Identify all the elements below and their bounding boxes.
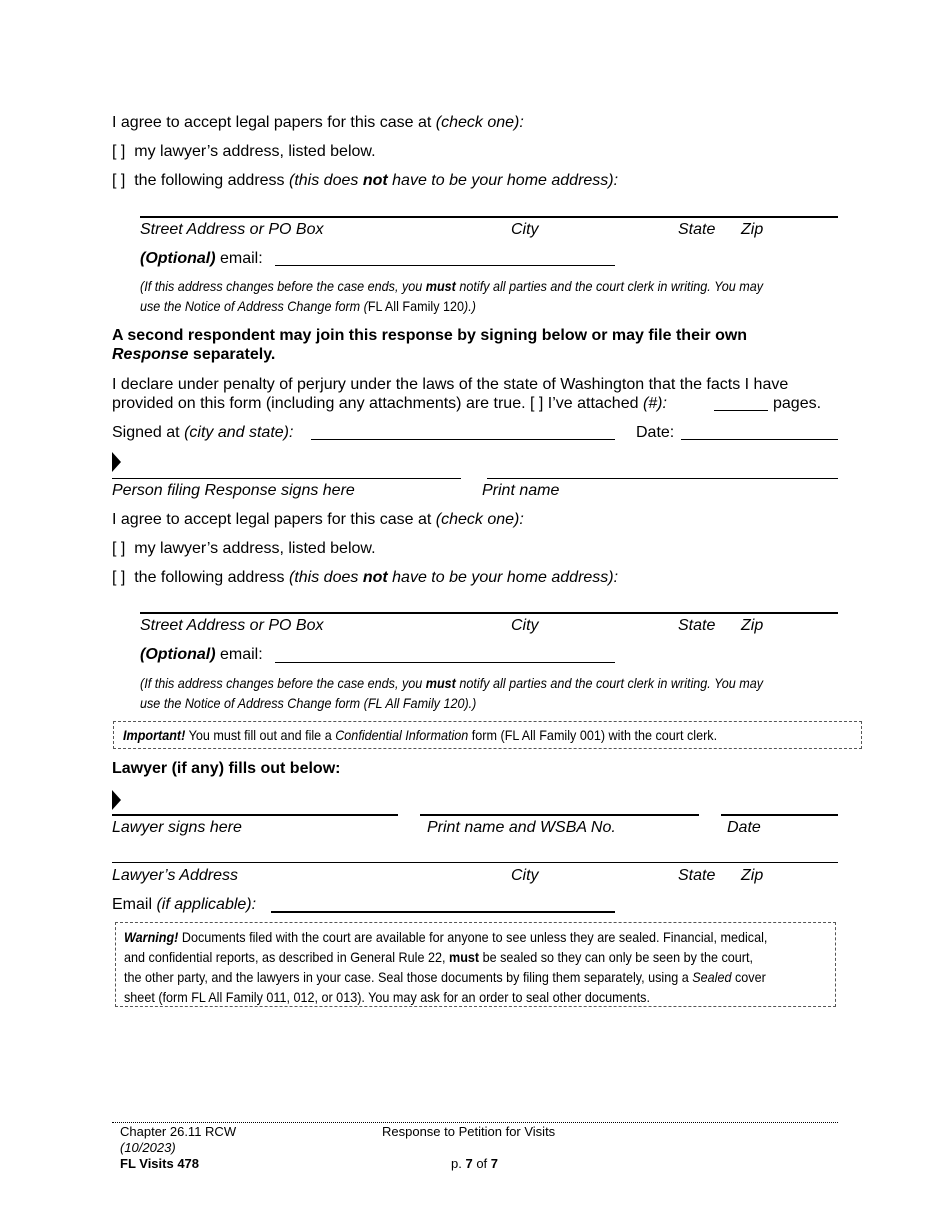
warning-text: Warning! Documents filed with the court are available for anyone to see unless they are sealed. Financial, medical, and confidential reports, as described in General Rule 22, must be sealed so they can only be seen by the court, the other party, and the lawyers in your case. Seal those documents by filing them separately, using a Sealed cover sheet (form FL All Family 011, 012, or 013). You may ask for an order to seal other documents. xyxy=(124,929,768,1005)
pages-label: pages. xyxy=(773,395,822,412)
warning-box xyxy=(115,922,836,1007)
lawyer-city-label: City xyxy=(511,867,539,884)
state-label: State xyxy=(678,221,716,238)
lawyer-signs-label: Lawyer signs here xyxy=(112,819,242,836)
important-box xyxy=(113,721,862,749)
print-name-line[interactable] xyxy=(487,478,838,479)
lawyer-signature-line[interactable] xyxy=(112,814,398,816)
attached-pages-field[interactable] xyxy=(714,410,768,411)
footer-page-number: p. 7 of 7 xyxy=(451,1156,499,1171)
lawyer-print-name-label: Print name and WSBA No. xyxy=(427,819,616,836)
lawyer-sign-arrow-icon xyxy=(112,790,121,810)
lawyer-address-label: Lawyer’s Address xyxy=(112,867,238,884)
lawyer-address-line[interactable] xyxy=(112,862,838,863)
option-lawyer-address[interactable]: [ ] my lawyer’s address, listed below. xyxy=(112,143,376,160)
option-following-address-2[interactable]: [ ] the following address (this does not have to be your home address): xyxy=(112,569,619,586)
checkbox[interactable]: [ ] xyxy=(112,172,126,189)
city-label: City xyxy=(511,221,539,238)
street-label: Street Address or PO Box xyxy=(140,221,324,238)
important-text: Important! You must fill out and file a Confidential Information form (FL All Family 001) with the court clerk. xyxy=(123,727,718,743)
person-signs-label: Person filing Response signs here xyxy=(112,482,355,499)
signature-line[interactable] xyxy=(112,478,461,479)
declaration-text: I declare under penalty of perjury under the laws of the state of Washington that the facts I have provided on this form (including any attachments) are true. [ ] I’ve attached (#): xyxy=(112,376,789,412)
footer-title: Response to Petition for Visits xyxy=(382,1124,556,1139)
footer-version: (10/2023) xyxy=(120,1140,176,1155)
agree-instruction-2: I agree to accept legal papers for this case at (check one): xyxy=(112,511,524,528)
checkbox[interactable]: [ ] xyxy=(112,143,126,160)
address-line-2[interactable] xyxy=(140,612,838,614)
checkbox[interactable]: [ ] xyxy=(112,540,126,557)
address-change-note-2: (If this address changes before the case ends, you must notify all parties and the court clerk in writing. You may use the Notice of Address Change form (FL All Family 120).) xyxy=(140,675,764,711)
email-field-2[interactable] xyxy=(275,662,615,663)
lawyer-email-label: Email (if applicable): xyxy=(112,896,257,913)
checkbox[interactable]: [ ] xyxy=(112,569,126,586)
sign-arrow-icon xyxy=(112,452,121,472)
option-lawyer-address-2[interactable]: [ ] my lawyer’s address, listed below. xyxy=(112,540,376,557)
date-field[interactable] xyxy=(681,439,838,440)
zip-label-2: Zip xyxy=(741,617,764,634)
state-label-2: State xyxy=(678,617,716,634)
lawyer-print-name-line[interactable] xyxy=(420,814,699,816)
option-following-address[interactable]: [ ] the following address (this does not have to be your home address): xyxy=(112,172,619,189)
lawyer-state-label: State xyxy=(678,867,716,884)
signed-at-label: Signed at (city and state): xyxy=(112,424,294,441)
lawyer-email-field[interactable] xyxy=(271,911,615,913)
print-name-label: Print name xyxy=(482,482,560,499)
lawyer-heading: Lawyer (if any) fills out below: xyxy=(112,760,341,777)
footer-rule xyxy=(112,1122,838,1123)
optional-email-label: (Optional) email: xyxy=(140,250,263,267)
signed-at-field[interactable] xyxy=(311,439,615,440)
email-field[interactable] xyxy=(275,265,615,266)
address-change-note: (If this address changes before the case ends, you must notify all parties and the court clerk in writing. You may use the Notice of Address Change form (FL All Family 120).) xyxy=(140,278,764,314)
lawyer-zip-label: Zip xyxy=(741,867,764,884)
zip-label: Zip xyxy=(741,221,764,238)
lawyer-date-line[interactable] xyxy=(721,814,838,816)
footer-form-id: FL Visits 478 xyxy=(120,1156,200,1171)
footer-chapter: Chapter 26.11 RCW xyxy=(120,1124,237,1139)
optional-email-label-2: (Optional) email: xyxy=(140,646,263,663)
second-respondent-heading: A second respondent may join this response by signing below or may file their own Response separately. xyxy=(112,327,748,363)
date-label: Date: xyxy=(636,424,675,441)
agree-instruction: I agree to accept legal papers for this case at (check one): xyxy=(112,114,524,131)
city-label-2: City xyxy=(511,617,539,634)
address-line[interactable] xyxy=(140,216,838,218)
lawyer-date-label: Date xyxy=(727,819,761,836)
street-label-2: Street Address or PO Box xyxy=(140,617,324,634)
